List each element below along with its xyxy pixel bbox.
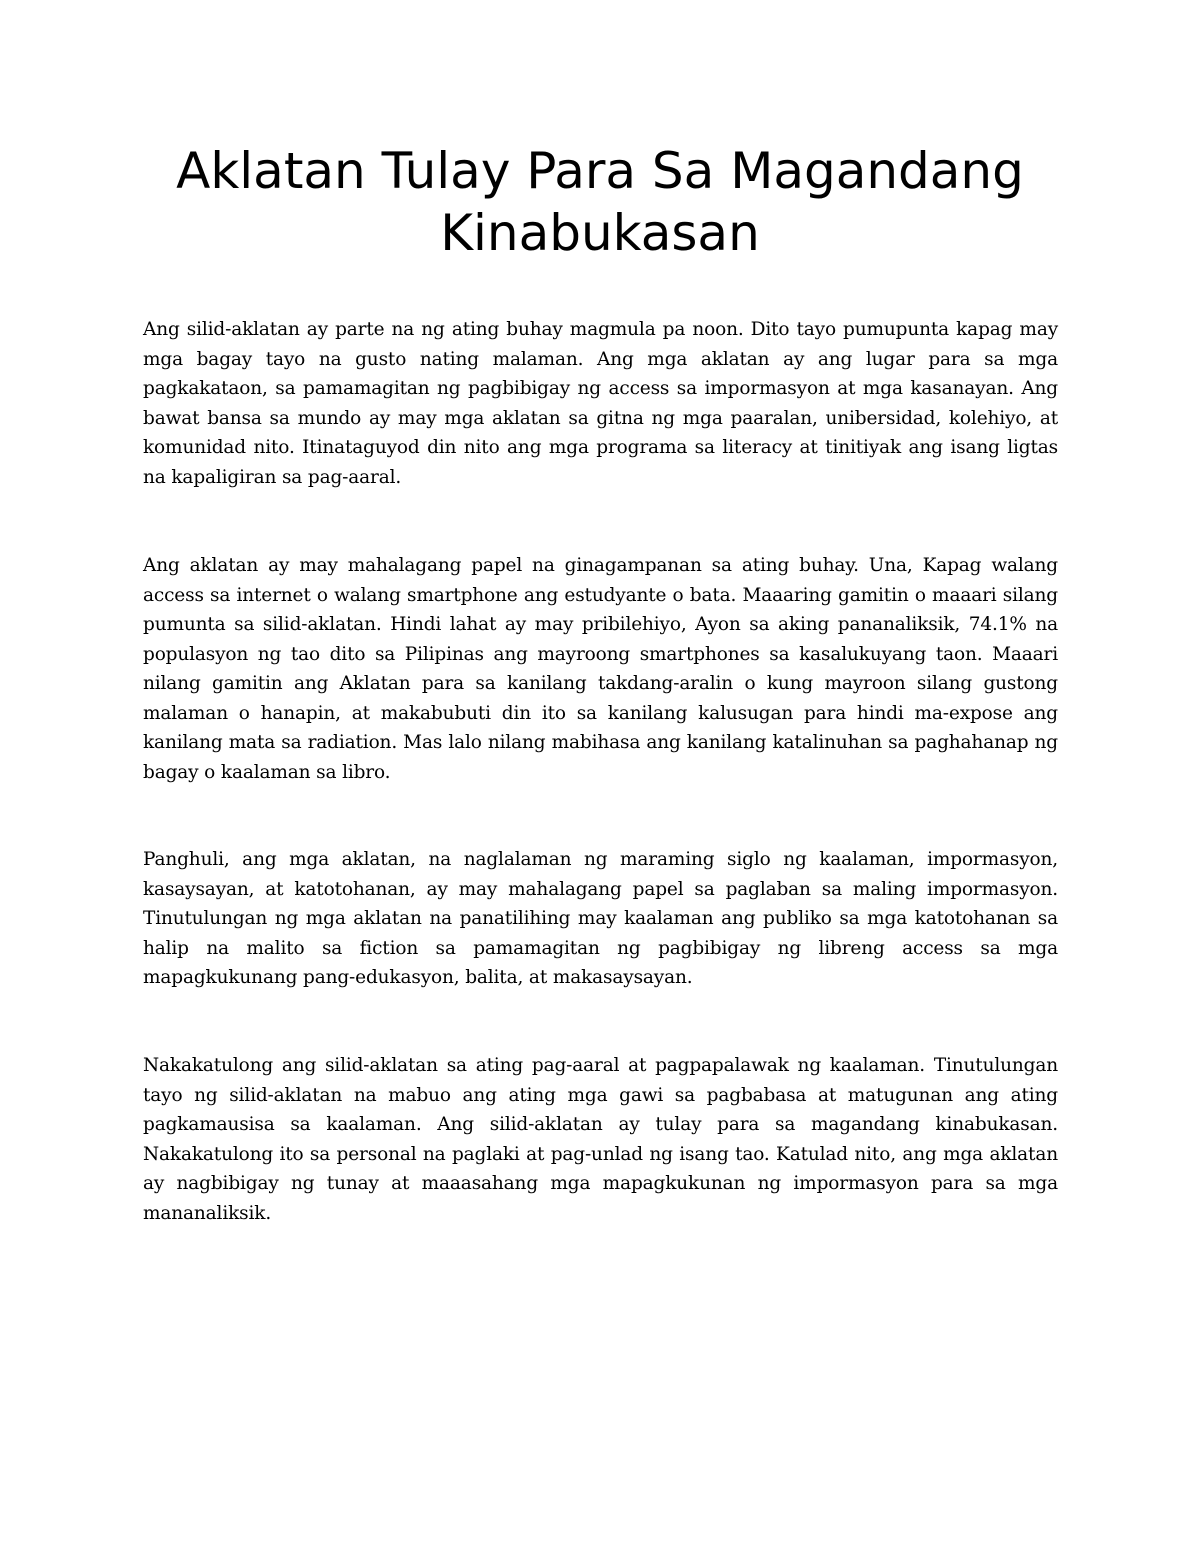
paragraph-3: Panghuli, ang mga aklatan, na naglalaman ng maraming siglo ng kaalaman, impormasyon, kasaysayan, at katotohanan, ay may mahalagang papel sa paglaban sa maling impormasyon. Tinutulungan ng mga aklatan na panatilihing may kaalaman ang publiko sa mga katotohanan sa halip na malito sa fiction sa pamamagitan ng pagbibigay ng libreng access sa mga mapagkukunang pang-edukasyon, balita, at makasaysayan. (143, 849, 1058, 988)
paragraph-1: Ang silid-aklatan ay parte na ng ating buhay magmula pa noon. Dito tayo pumupunta kapag may mga bagay tayo na gusto nating malaman. Ang mga aklatan ay ang lugar para sa mga pagkakataon, sa pamamagitan ng pagbibigay ng access sa impormasyon at mga kasanayan. Ang bawat bansa sa mundo ay may mga aklatan sa gitna ng mga paaralan, unibersidad, kolehiyo, at komunidad nito. Itinataguyod din nito ang mga programa sa literacy at tinitiyak ang isang ligtas na kapaligiran sa pag-aaral. (143, 319, 1058, 488)
paragraph-2: Ang aklatan ay may mahalagang papel na ginagampanan sa ating buhay. Una, Kapag walang access sa internet o walang smartphone ang estudyante o bata. Maaaring gamitin o maaari silang pumunta sa silid-aklatan. Hindi lahat ay may pribilehiyo, Ayon sa aking pananaliksik, 74.1% na populasyon ng tao dito sa Pilipinas ang mayroong smartphones sa kasalukuyang taon. Maaari nilang gamitin ang Aklatan para sa kanilang takdang-aralin o kung mayroon silang gustong malaman o hanapin, at makabubuti din ito sa kanilang kalusugan para hindi ma-expose ang kanilang mata sa radiation. Mas lalo nilang mabihasa ang kanilang katalinuhan sa paghahanap ng bagay o kaalaman sa libro. (143, 555, 1058, 783)
paragraph-4: Nakakatulong ang silid-aklatan sa ating pag-aaral at pagpapalawak ng kaalaman. Tinutulungan tayo ng silid-aklatan na mabuo ang ating mga gawi sa pagbabasa at matugunan ang ating pagkamausisa sa kaalaman. Ang silid-aklatan ay tulay para sa magandang kinabukasan. Nakakatulong ito sa personal na paglaki at pag-unlad ng isang tao. Katulad nito, ang mga aklatan ay nagbibigay ng tunay at maaasahang mga mapagkukunan ng impormasyon para sa mga mananaliksik. (143, 1055, 1058, 1224)
document-title: Aklatan Tulay Para Sa Magandang Kinabukasan (176, 142, 1024, 262)
